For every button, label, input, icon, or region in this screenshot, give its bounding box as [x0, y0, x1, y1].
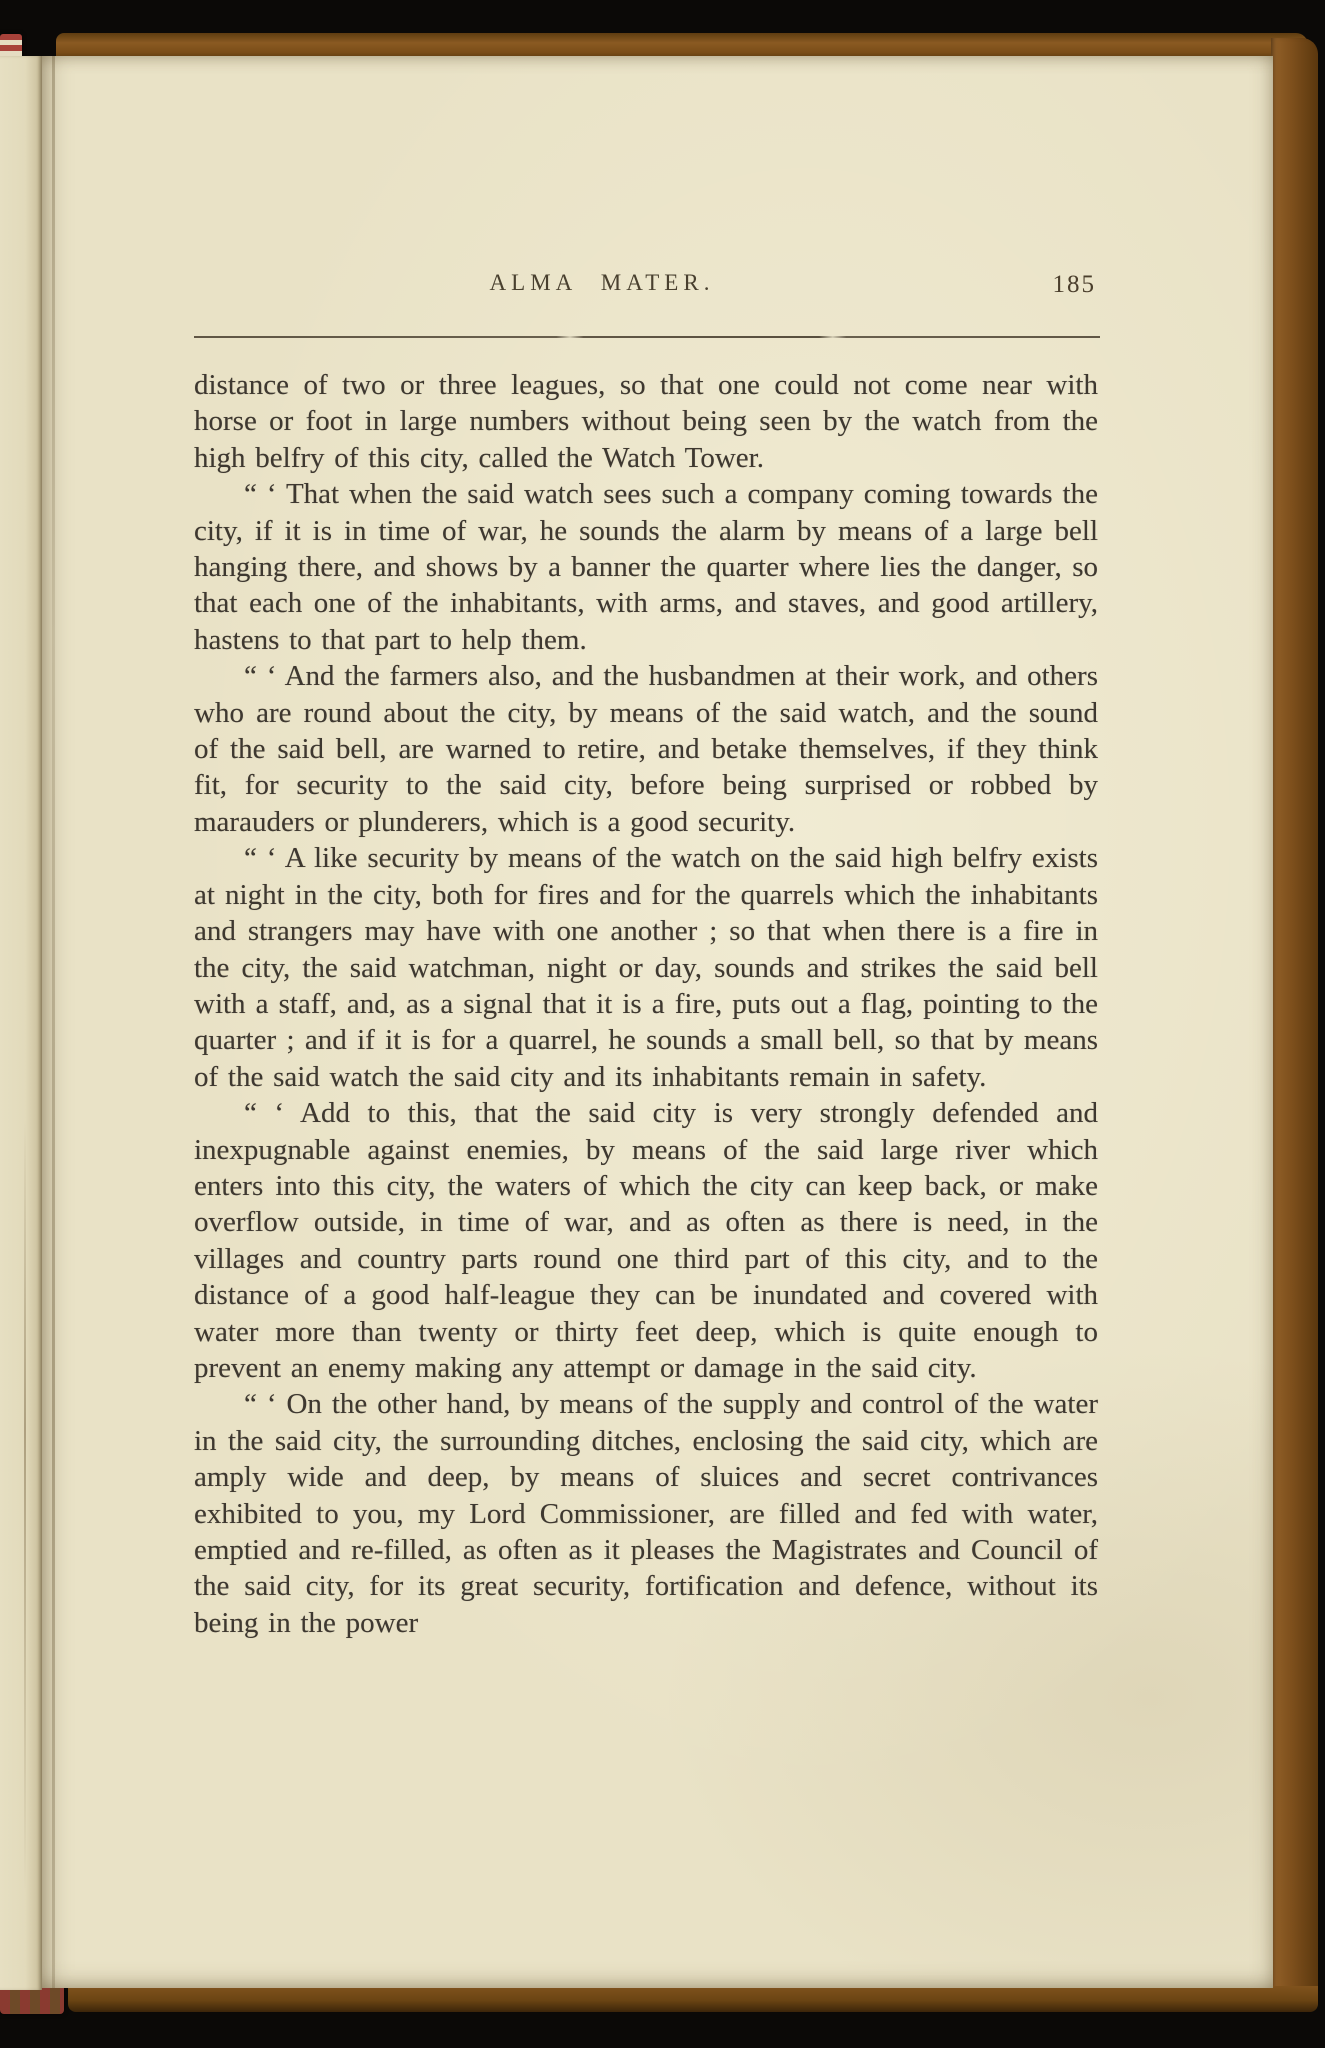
page-edge-stack	[0, 56, 42, 1990]
running-title: ALMA MATER.	[489, 270, 715, 295]
body-text	[194, 367, 1098, 1641]
leather-cover-right-edge	[1271, 38, 1318, 2012]
paragraph: “ ‘ And the farmers also, and the husbandmen at their work, and others who are round about the city, by means of the said watch, and the sound of the said bell, are warned to retire, and betake themselves, if they think fit, for security to the said city, before being surprised or robbed by marauders or plunderers, which is a good security.	[194, 660, 1098, 838]
header-rule	[194, 336, 1100, 338]
paragraph: distance of two or three leagues, so that one could not come near with horse or foot in large numbers without being seen by the watch from the high belfry of this city, called the Watch Tower.	[194, 369, 1098, 474]
leather-cover-bottom-edge	[68, 1986, 1318, 2012]
paragraph: “ ‘ On the other hand, by means of the supply and control of the water in the said city, the surrounding ditches, enclosing the said city, which are amply wide and deep, by means of sluices and secret contrivances exhibited to you, my Lord Commissioner, are filled and fed with water, emptied and re-filled, as often as it pleases the Magistrates and Council of the said city, for its great security, fortification and defence, without its being in the power	[194, 1388, 1098, 1639]
book-page	[42, 56, 1273, 1988]
running-head	[192, 270, 1102, 304]
paragraph: “ ‘ A like security by means of the watch on the said high belfry exists at night in the city, both for fires and for the quarrels which the inhabitants and strangers may have with one another ; so that when there is a fire in the city, the said watchman, night or day, sounds and strikes the said bell with a staff, and, as a signal that it is a fire, puts out a flag, pointing to the quarter ; and if it is for a quarrel, he sounds a small bell, so that by means of the said watch the said city and its inhabitants remain in safety.	[194, 842, 1098, 1093]
paragraph: “ ‘ That when the said watch sees such a company coming towards the city, if it is in time of war, he sounds the alarm by means of a large bell hanging there, and shows by a banner the quarter where lies the danger, so that each one of the inhabitants, with arms, and staves, and good artillery, hastens to that part to help them.	[194, 478, 1098, 656]
page-number: 185	[1052, 271, 1096, 298]
paragraph: “ ‘ Add to this, that the said city is very strongly defended and inexpugnable against enemies, by means of the said large river which enters into this city, the waters of which the city can keep back, or make overflow outside, in time of war, and as often as there is need, in the villages and country parts round one third part of this city, and to the distance of a good half-league they can be inundated and covered with water more than twenty or thirty feet deep, which is quite enough to prevent an enemy making any attempt or damage in the said city.	[194, 1097, 1098, 1384]
